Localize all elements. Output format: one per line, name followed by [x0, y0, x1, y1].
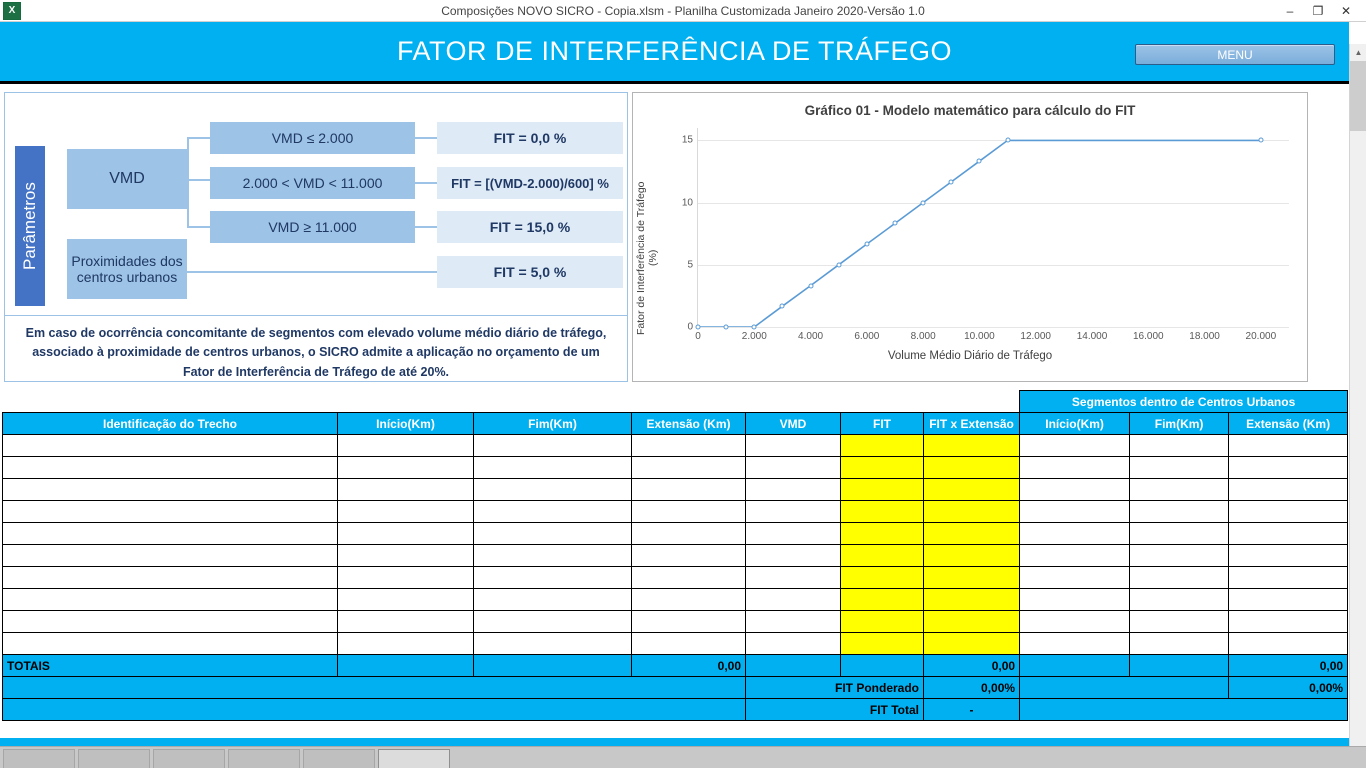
- chart-data-point: [836, 262, 841, 267]
- segments-table: [2, 390, 1348, 721]
- condition-box-3: VMD ≥ 11.000: [210, 211, 415, 243]
- table-cell[interactable]: [338, 435, 474, 457]
- window-title: Composições NOVO SICRO - Copia.xlsm - Planilha Customizada Janeiro 2020-Versão 1.0: [441, 3, 925, 18]
- table-cell[interactable]: [1229, 457, 1348, 479]
- table-cell[interactable]: [632, 567, 746, 589]
- table-cell[interactable]: [338, 567, 474, 589]
- chart-y-tick: 5: [687, 259, 693, 271]
- chart-x-tick: 4.000: [798, 331, 824, 342]
- chart-y-tick: 15: [681, 134, 693, 146]
- chart-x-tick: 0: [695, 331, 701, 342]
- table-cell[interactable]: [3, 523, 338, 545]
- table-header-row: [3, 413, 1348, 435]
- connector-line: [187, 271, 437, 273]
- fit-ponderado-label: FIT Ponderado: [746, 677, 924, 699]
- connector-line: [187, 179, 210, 181]
- table-cell[interactable]: [1130, 435, 1229, 457]
- chart-x-axis-label: Volume Médio Diário de Tráfego: [887, 350, 1053, 362]
- connector-line: [415, 137, 437, 139]
- table-cell[interactable]: [3, 457, 338, 479]
- table-cell-highlight[interactable]: [841, 435, 924, 457]
- table-row: [3, 611, 1348, 633]
- connector-line: [187, 138, 189, 228]
- table-cell[interactable]: [3, 501, 338, 523]
- table-cell[interactable]: [1130, 567, 1229, 589]
- table-cell[interactable]: [746, 457, 841, 479]
- table-cell[interactable]: [338, 611, 474, 633]
- vertical-scrollbar[interactable]: [1349, 44, 1366, 768]
- table-cell[interactable]: [746, 567, 841, 589]
- restore-button[interactable]: ❐: [1312, 3, 1324, 18]
- table-cell-highlight[interactable]: [924, 589, 1020, 611]
- chart-y-axis-label: Fator de Interferência de Tráfego (%): [635, 181, 659, 335]
- table-cell-highlight[interactable]: [924, 611, 1020, 633]
- table-cell[interactable]: [1130, 523, 1229, 545]
- chart-x-tick: 14.000: [1076, 331, 1108, 342]
- table-cell-highlight[interactable]: [924, 435, 1020, 457]
- table-cell[interactable]: [338, 501, 474, 523]
- table-cell-highlight[interactable]: [924, 633, 1020, 655]
- band-spacer: [3, 391, 1020, 413]
- minimize-button[interactable]: –: [1286, 3, 1294, 18]
- table-cell[interactable]: [1229, 589, 1348, 611]
- condition-box-1: VMD ≤ 2.000: [210, 122, 415, 154]
- fit-total-value: -: [924, 699, 1020, 721]
- urban-band-label: Segmentos dentro de Centros Urbanos: [1020, 391, 1348, 413]
- table-cell[interactable]: [338, 545, 474, 567]
- chart-data-point: [864, 242, 869, 247]
- table-cell[interactable]: [746, 545, 841, 567]
- close-button[interactable]: ✕: [1340, 3, 1352, 18]
- table-cell[interactable]: [632, 457, 746, 479]
- vmd-box: VMD: [67, 149, 187, 209]
- chart-x-tick: 2.000: [741, 331, 767, 342]
- chart-gridline: [698, 327, 1289, 328]
- table-cell[interactable]: [338, 633, 474, 655]
- taskbar-item[interactable]: [228, 749, 300, 768]
- chart-data-point: [808, 283, 813, 288]
- table-cell[interactable]: [746, 501, 841, 523]
- window-titlebar: [0, 0, 1366, 22]
- table-cell-highlight[interactable]: [924, 567, 1020, 589]
- table-cell[interactable]: [1130, 589, 1229, 611]
- chart-x-tick: 12.000: [1020, 331, 1051, 342]
- table-cell[interactable]: [474, 633, 632, 655]
- fit-ponderado-value-right: 0,00%: [1229, 677, 1348, 699]
- table-row: [3, 457, 1348, 479]
- table-cell[interactable]: [1229, 633, 1348, 655]
- table-cell-highlight[interactable]: [841, 545, 924, 567]
- table-cell[interactable]: [1020, 633, 1130, 655]
- table-cell[interactable]: [3, 567, 338, 589]
- connector-line: [187, 226, 210, 228]
- chart-data-point: [977, 159, 982, 164]
- chart-data-point: [752, 325, 757, 330]
- table-cell[interactable]: [1229, 545, 1348, 567]
- menu-button[interactable]: MENU: [1135, 44, 1335, 65]
- table-cell[interactable]: [474, 589, 632, 611]
- table-cell[interactable]: [1020, 567, 1130, 589]
- table-cell-highlight[interactable]: [841, 567, 924, 589]
- table-cell[interactable]: [1229, 523, 1348, 545]
- table-row: [3, 523, 1348, 545]
- table-cell-highlight[interactable]: [924, 479, 1020, 501]
- table-row: [3, 435, 1348, 457]
- excel-icon: X: [3, 2, 21, 20]
- col-identificacao: Identificação do Trecho: [3, 413, 338, 435]
- table-cell[interactable]: [1020, 435, 1130, 457]
- table-cell[interactable]: [1130, 633, 1229, 655]
- totals-extensao: 0,00: [632, 655, 746, 677]
- table-cell[interactable]: [1020, 457, 1130, 479]
- result-box-1: FIT = 0,0 %: [437, 122, 623, 154]
- result-box-4: FIT = 5,0 %: [437, 256, 623, 288]
- table-cell[interactable]: [746, 611, 841, 633]
- table-row: [3, 479, 1348, 501]
- table-cell[interactable]: [1130, 501, 1229, 523]
- totals-fim: [474, 655, 632, 677]
- table-cell[interactable]: [3, 435, 338, 457]
- table-cell[interactable]: [1020, 501, 1130, 523]
- chart-title: Gráfico 01 - Modelo matemático para cálculo do FIT: [804, 103, 1136, 118]
- data-table-wrapper: [0, 390, 1349, 721]
- table-cell[interactable]: [1229, 611, 1348, 633]
- diagram-note: Em caso de ocorrência concomitante de segmentos com elevado volume médio diário de tráfego, associado à proximidade de centros urbanos, o SICRO admite a aplicação no orçamento de um Fator de Interferência de Tráfego de até 20%.: [5, 315, 627, 390]
- table-cell-highlight[interactable]: [841, 633, 924, 655]
- table-cell[interactable]: [474, 545, 632, 567]
- table-cell[interactable]: [1229, 479, 1348, 501]
- table-cell[interactable]: [632, 435, 746, 457]
- table-cell[interactable]: [1020, 479, 1130, 501]
- totals-row: [3, 655, 1348, 677]
- totals-inicio: [338, 655, 474, 677]
- parameters-diagram: [5, 93, 627, 315]
- table-cell-highlight[interactable]: [924, 523, 1020, 545]
- chart-series-line: [698, 128, 1289, 327]
- table-cell[interactable]: [1229, 567, 1348, 589]
- page-header: [0, 22, 1349, 84]
- table-cell-highlight[interactable]: [841, 479, 924, 501]
- totals-extensao-urbana: 0,00: [1229, 655, 1348, 677]
- parameters-group-label: Parâmetros: [15, 146, 45, 306]
- taskbar-item[interactable]: [303, 749, 375, 768]
- table-cell[interactable]: [632, 501, 746, 523]
- table-cell[interactable]: [632, 523, 746, 545]
- table-cell-highlight[interactable]: [841, 501, 924, 523]
- col-extensao: Extensão (Km): [632, 413, 746, 435]
- table-cell[interactable]: [338, 457, 474, 479]
- table-cell[interactable]: [338, 479, 474, 501]
- col-fit-extensao: FIT x Extensão: [924, 413, 1020, 435]
- page-title: FATOR DE INTERFERÊNCIA DE TRÁFEGO: [396, 36, 953, 66]
- table-row: [3, 633, 1348, 655]
- table-cell[interactable]: [474, 523, 632, 545]
- table-cell[interactable]: [3, 589, 338, 611]
- chart-data-point: [780, 304, 785, 309]
- table-cell[interactable]: [1130, 611, 1229, 633]
- col-fim: Fim(Km): [474, 413, 632, 435]
- table-cell[interactable]: [746, 479, 841, 501]
- table-cell[interactable]: [474, 435, 632, 457]
- fit-ponderado-row: [3, 677, 1348, 699]
- chart-x-tick: 10.000: [964, 331, 995, 342]
- col-fit: FIT: [841, 413, 924, 435]
- fitp-spacer-2: [1020, 677, 1229, 699]
- chart-x-tick: 20.000: [1245, 331, 1277, 342]
- table-cell[interactable]: [1020, 611, 1130, 633]
- scrollbar-thumb[interactable]: [1350, 61, 1366, 131]
- table-cell-highlight[interactable]: [841, 589, 924, 611]
- table-cell[interactable]: [474, 501, 632, 523]
- table-cell[interactable]: [632, 545, 746, 567]
- table-cell[interactable]: [338, 589, 474, 611]
- worksheet-area: [0, 22, 1366, 768]
- chart-data-point: [696, 325, 701, 330]
- table-cell[interactable]: [474, 611, 632, 633]
- table-cell[interactable]: [632, 479, 746, 501]
- table-cell-highlight[interactable]: [841, 523, 924, 545]
- table-row: [3, 501, 1348, 523]
- table-cell[interactable]: [746, 589, 841, 611]
- urban-band-row: [3, 391, 1348, 413]
- window-controls: [1276, 0, 1366, 21]
- taskbar-item-active[interactable]: [378, 749, 450, 768]
- connector-line: [187, 137, 210, 139]
- col-inicio-urbano: Início(Km): [1020, 413, 1130, 435]
- taskbar-item[interactable]: [78, 749, 150, 768]
- table-cell-highlight[interactable]: [924, 545, 1020, 567]
- table-cell[interactable]: [474, 567, 632, 589]
- col-vmd: VMD: [746, 413, 841, 435]
- chart-x-tick: 6.000: [854, 331, 880, 342]
- table-row: [3, 589, 1348, 611]
- chart-panel: [632, 92, 1308, 382]
- chart-plot: [681, 128, 1289, 342]
- taskbar-item[interactable]: [153, 749, 225, 768]
- taskbar: [0, 746, 1366, 768]
- connector-line: [415, 182, 437, 184]
- chart-area: [633, 118, 1307, 368]
- table-cell[interactable]: [1020, 545, 1130, 567]
- totals-vmd: [746, 655, 841, 677]
- totals-fit: [841, 655, 924, 677]
- table-cell[interactable]: [3, 611, 338, 633]
- table-cell[interactable]: [1130, 545, 1229, 567]
- chart-x-tick: 16.000: [1132, 331, 1164, 342]
- table-cell[interactable]: [1229, 501, 1348, 523]
- col-fim-urbano: Fim(Km): [1130, 413, 1229, 435]
- table-cell[interactable]: [3, 479, 338, 501]
- chart-data-point: [921, 200, 926, 205]
- table-row: [3, 567, 1348, 589]
- table-cell[interactable]: [1130, 457, 1229, 479]
- scroll-up-icon[interactable]: ▲: [1350, 44, 1366, 61]
- chart-y-tick: 10: [681, 197, 693, 209]
- table-cell[interactable]: [338, 523, 474, 545]
- chart-data-point: [1005, 138, 1010, 143]
- table-cell-highlight[interactable]: [841, 457, 924, 479]
- taskbar-item[interactable]: [3, 749, 75, 768]
- chart-y-tick: 0: [687, 321, 693, 333]
- table-row: [3, 545, 1348, 567]
- fittotal-spacer: [3, 699, 746, 721]
- table-cell[interactable]: [1229, 435, 1348, 457]
- totals-fim-urbano: [1130, 655, 1229, 677]
- chart-data-point: [949, 179, 954, 184]
- table-cell-highlight[interactable]: [841, 611, 924, 633]
- col-inicio: Início(Km): [338, 413, 474, 435]
- col-extensao-urbana: Extensão (Km): [1229, 413, 1348, 435]
- result-box-3: FIT = 15,0 %: [437, 211, 623, 243]
- table-cell[interactable]: [1020, 589, 1130, 611]
- table-cell[interactable]: [1020, 523, 1130, 545]
- fit-ponderado-value: 0,00%: [924, 677, 1020, 699]
- totals-inicio-urbano: [1020, 655, 1130, 677]
- parameters-panel: [4, 92, 628, 382]
- table-cell[interactable]: [632, 589, 746, 611]
- totals-label: TOTAIS: [3, 655, 338, 677]
- table-cell[interactable]: [632, 633, 746, 655]
- result-box-2: FIT = [(VMD-2.000)/600] %: [437, 167, 623, 199]
- upper-content: [0, 87, 1349, 387]
- table-cell-highlight[interactable]: [924, 457, 1020, 479]
- table-cell[interactable]: [746, 633, 841, 655]
- table-cell[interactable]: [746, 435, 841, 457]
- table-cell[interactable]: [474, 457, 632, 479]
- condition-box-2: 2.000 < VMD < 11.000: [210, 167, 415, 199]
- table-cell[interactable]: [632, 611, 746, 633]
- fittotal-spacer-2: [1020, 699, 1348, 721]
- proximidades-box: Proximidades dos centros urbanos: [67, 239, 187, 299]
- chart-x-tick: 8.000: [910, 331, 936, 342]
- fitp-spacer: [3, 677, 746, 699]
- fit-total-row: [3, 699, 1348, 721]
- chart-data-point: [893, 221, 898, 226]
- table-cell[interactable]: [474, 479, 632, 501]
- table-cell[interactable]: [1130, 479, 1229, 501]
- fit-total-label: FIT Total: [746, 699, 924, 721]
- chart-data-point: [724, 325, 729, 330]
- table-cell[interactable]: [3, 545, 338, 567]
- connector-line: [415, 226, 437, 228]
- table-cell[interactable]: [746, 523, 841, 545]
- table-cell[interactable]: [3, 633, 338, 655]
- table-body: [3, 435, 1348, 655]
- chart-data-point: [1258, 138, 1263, 143]
- totals-fit-extensao: 0,00: [924, 655, 1020, 677]
- table-cell-highlight[interactable]: [924, 501, 1020, 523]
- chart-x-tick: 18.000: [1189, 331, 1220, 342]
